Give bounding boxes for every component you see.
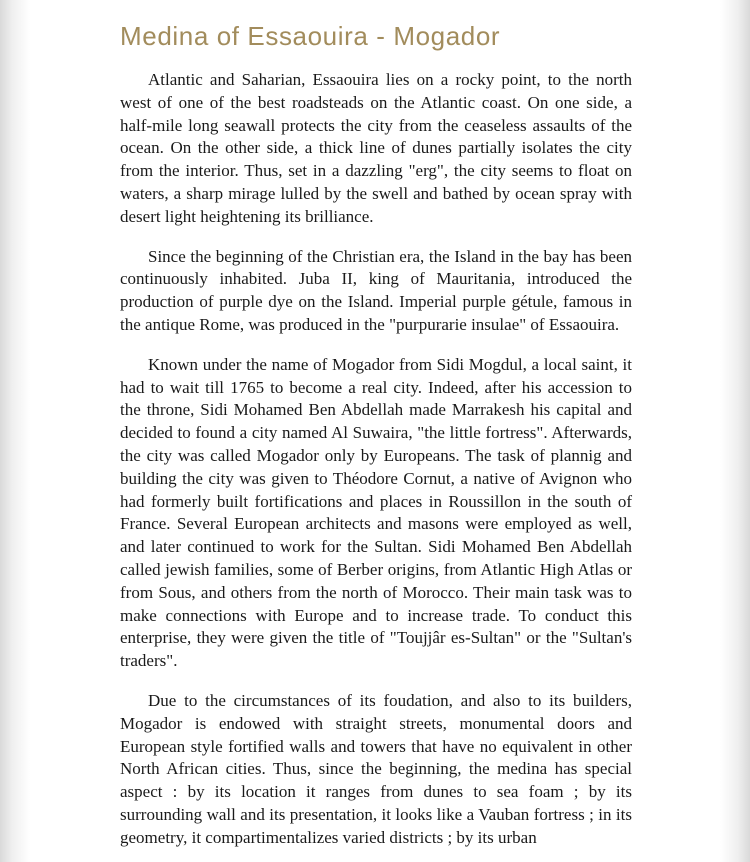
paragraph-history: Since the beginning of the Christian era, the Island in the bay has been continuously inhabited. Juba II, king of Mauritania, introduced the production of purple dye on the Island. Imperial purple gétule, famous in the antique Rome, was produced in the "purpurarie insulae" of Essaouira. [120,246,632,334]
paragraph-architecture: Due to the circumstances of its foudation, and also to its builders, Mogador is endowed with straight streets, monumental doors and European style fortified walls and towers that have no equivalent in other North African cities. Thus, since the beginning, the medina has special aspect : by its location it ranges from dunes to sea foam ; by its surrounding wall and its presentation, it looks like a Vauban fortress ; in its geometry, it compartimentalizes varied districts ; by its urban [120,690,632,847]
paragraph-location: Atlantic and Saharian, Essaouira lies on a rocky point, to the north west of one of the best roadsteads on the Atlantic coast. On one side, a half-mile long seawall protects the city from the ceaseless assaults of the ocean. On the other side, a thick line of dunes partially isolates the city from the interior. Thus, set in a dazzling "erg", the city seems to float on waters, a sharp mirage lulled by the swell and bathed by ocean spray with desert light heightening its brilliance. [120,70,632,226]
paragraph-foundation: Known under the name of Mogador from Sidi Mogdul, a local saint, it had to wait till 1765 to become a real city. Indeed, after his accession to the throne, Sidi Mohamed Ben Abdellah made Marrakesh his capital and decided to found a city named Al Suwaira, "the little fortress". Afterwards, the city was called Mogador only by Europeans. The task of plannig and building the city was given to Théodore Cornut, a native of Avignon who had formerly built fortifications and places in Roussillon in the south of France. Several European architects and masons were employed as well, and later continued to work for the Sultan. Sidi Mohamed Ben Abdellah called jewish families, some of Berber origins, from Atlantic High Atlas or from Sous, and others from the north of Morocco. Their main task was to make connections with Europe and to increase trade. To conduct this enterprise, they were given the title of "Toujjâr es-Sultan" or the "Sultan's traders". [120,354,632,671]
page-title: Medina of Essaouira - Mogador [120,21,501,51]
